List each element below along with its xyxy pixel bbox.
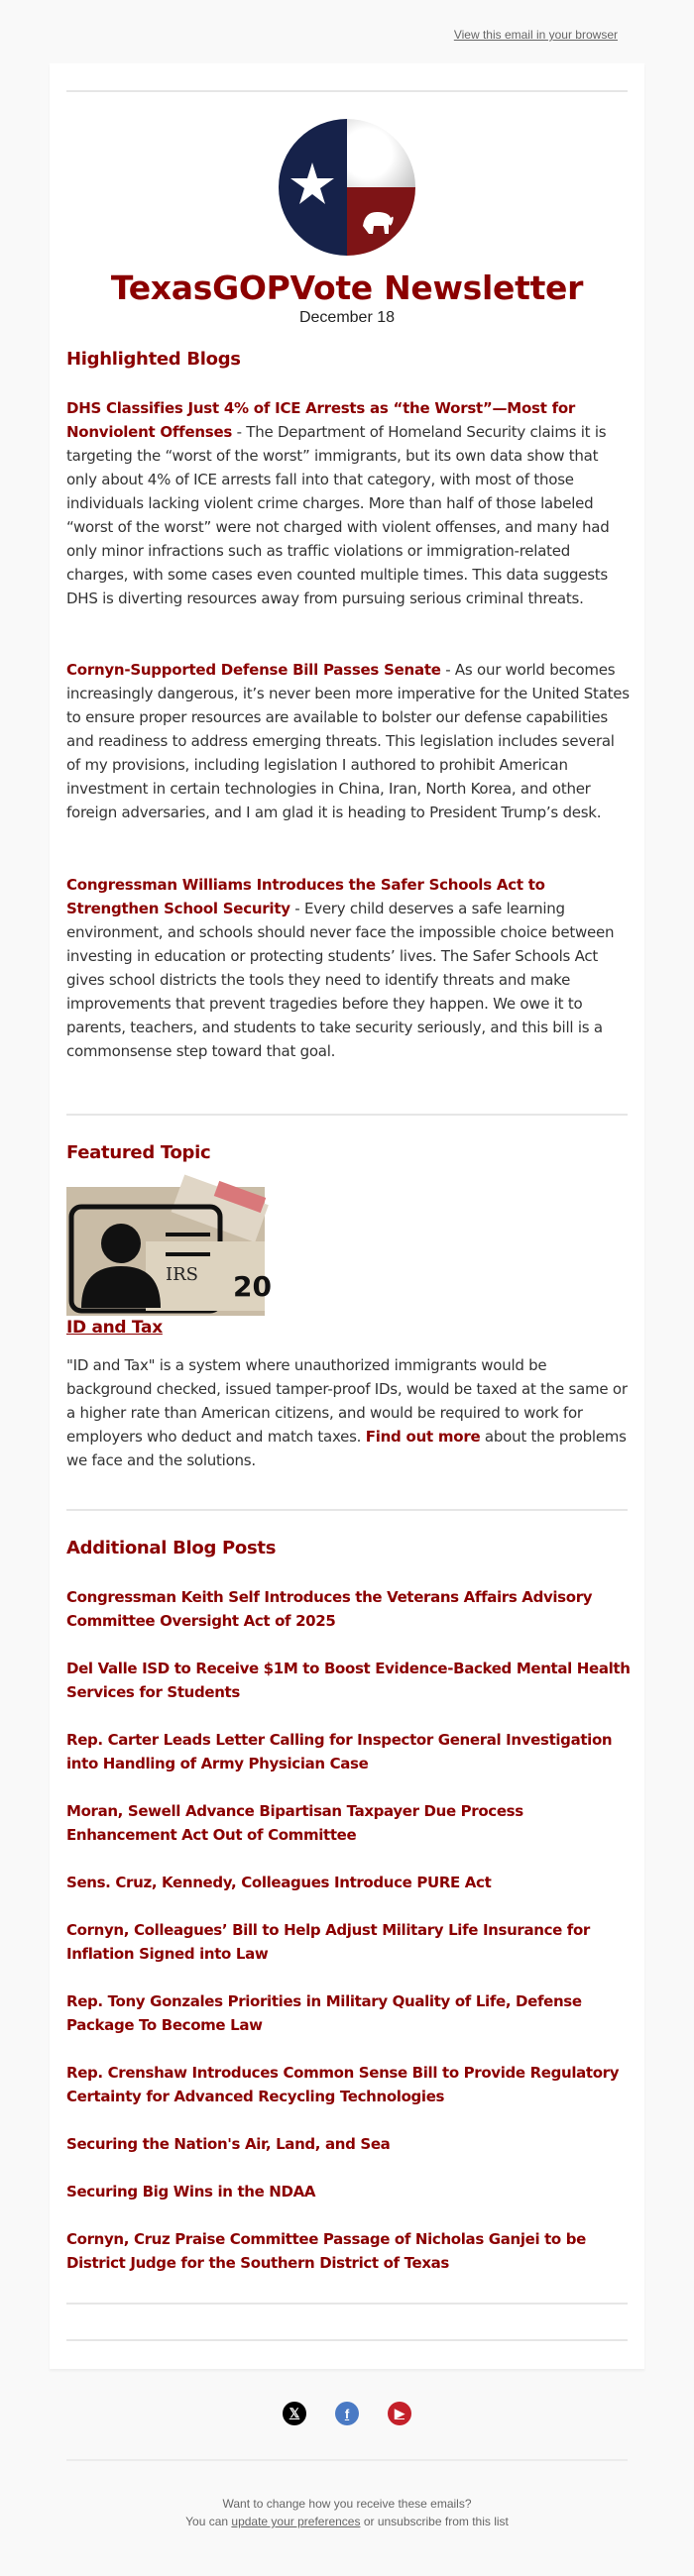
additional-post-link[interactable]: Congressman Keith Self Introduces the Veterans Affairs Advisory Committee Oversight Act of 2025 xyxy=(66,1588,593,1630)
svg-text:20: 20 xyxy=(233,1270,272,1303)
divider xyxy=(66,1114,628,1116)
divider xyxy=(66,2303,628,2305)
facebook-icon[interactable]: f xyxy=(335,2402,359,2425)
footer-prefix: You can xyxy=(185,2515,232,2528)
blog-summary: - As our world becomes increasingly dangerous, it’s never been more imperative for the United States to ensure proper resources are available to bolster our defense capabilities and readiness to address emerging threats. This legislation includes several of my provisions, including legislation I authored to prohibit American investment in certain technologies in China, Iran, North Korea, and other foreign adversaries, and I am glad it is heading to President Trump’s desk. xyxy=(66,661,630,821)
blog-item xyxy=(66,396,632,610)
find-out-more-link[interactable]: Find out more xyxy=(365,1428,481,1446)
blog-summary: - The Department of Homeland Security claims it is targeting the “worst of the worst” immigrants, but its own data show that only about 4% of ICE arrests fall into that category, with most of those individuals lacking violent crime charges. More than half of those labeled “worst of the worst” were not charged with violent offenses, and many had only minor infractions such as traffic violations or immigration-related charges, with some cases even counted multiple times. This data suggests DHS is diverting resources away from pursuing serious criminal threats. xyxy=(66,423,610,607)
footer-or: or xyxy=(360,2515,378,2528)
additional-post-link[interactable]: Del Valle ISD to Receive $1M to Boost Evidence-Backed Mental Health Services for Students xyxy=(66,1660,631,1701)
blog-title-link[interactable]: DHS Classifies Just 4% of ICE Arrests as “the Worst”—Most for Nonviolent Offenses xyxy=(66,399,576,441)
footer-question: Want to change how you receive these emails? xyxy=(222,2497,472,2511)
divider xyxy=(66,1509,628,1511)
blog-title-link[interactable]: Congressman Williams Introduces the Safer Schools Act to Strengthen School Security xyxy=(66,876,545,917)
highlighted-blogs-heading: Highlighted Blogs xyxy=(66,349,241,370)
footer xyxy=(0,2495,694,2530)
blog-title-link[interactable]: Cornyn-Supported Defense Bill Passes Senate xyxy=(66,661,441,679)
blog-summary: - Every child deserves a safe learning environment, and schools should never face the impossible choice between investing in education or protecting students’ lives. The Safer Schools Act gives school districts the tools they need to identify threats and make improvements that prevent tragedies before they happen. We owe it to parents, teachers, and students to take security seriously, and this bill is a commonsense step toward that goal. xyxy=(66,900,615,1060)
featured-body-text-end: about the problems we face and the solutions. xyxy=(66,1428,627,1469)
additional-post-link[interactable]: Moran, Sewell Advance Bipartisan Taxpayer Due Process Enhancement Act Out of Committee xyxy=(66,1802,523,1844)
featured-topic-title-link[interactable]: ID and Tax xyxy=(66,1318,163,1338)
additional-post-link[interactable]: Rep. Carter Leads Letter Calling for Inspector General Investigation into Handling of Army Physician Case xyxy=(66,1731,613,1772)
additional-post-link[interactable]: Cornyn, Cruz Praise Committee Passage of Nicholas Ganjei to be District Judge for the Southern District of Texas xyxy=(66,2230,586,2272)
divider xyxy=(66,90,628,92)
divider xyxy=(66,2339,628,2341)
additional-post-link[interactable]: Securing Big Wins in the NDAA xyxy=(66,2183,316,2200)
youtube-icon[interactable]: ▶ xyxy=(388,2402,411,2425)
update-preferences-link[interactable]: update your preferences xyxy=(231,2515,361,2528)
additional-posts-list xyxy=(66,1585,632,2299)
newsletter-title: TexasGOPVote Newsletter xyxy=(110,268,584,307)
newsletter-card xyxy=(50,63,644,2369)
texasgop-logo xyxy=(279,119,415,256)
svg-text:IRS: IRS xyxy=(166,1264,198,1285)
additional-post-link[interactable]: Cornyn, Colleagues’ Bill to Help Adjust Military Life Insurance for Inflation Signed into Law xyxy=(66,1921,590,1963)
newsletter-date: December 18 xyxy=(298,309,396,326)
blog-item xyxy=(66,658,632,824)
x-icon[interactable]: 𝕏 xyxy=(283,2402,306,2425)
social-links xyxy=(0,2402,694,2425)
additional-post-link[interactable]: Sens. Cruz, Kennedy, Colleagues Introduce PURE Act xyxy=(66,1874,492,1891)
blog-item xyxy=(66,873,632,1063)
unsubscribe-link[interactable]: unsubscribe from this list xyxy=(377,2515,509,2528)
divider xyxy=(66,2459,628,2461)
additional-post-link[interactable]: Securing the Nation's Air, Land, and Sea xyxy=(66,2135,391,2153)
featured-topic-heading: Featured Topic xyxy=(66,1142,211,1163)
additional-post-link[interactable]: Rep. Tony Gonzales Priorities in Military Quality of Life, Defense Package To Become Law xyxy=(66,1992,582,2034)
featured-topic-description xyxy=(66,1353,632,1472)
view-in-browser-link[interactable]: View this email in your browser xyxy=(453,28,618,42)
id-and-tax-image[interactable] xyxy=(66,1187,272,1316)
additional-blog-posts-heading: Additional Blog Posts xyxy=(66,1538,277,1558)
featured-body-text: "ID and Tax" is a system where unauthorized immigrants would be background checked, issued tamper-proof IDs, would be taxed at the same or a higher rate than American citizens, and would be required to work for employers who deduct and match taxes. xyxy=(66,1356,628,1446)
additional-post-link[interactable]: Rep. Crenshaw Introduces Common Sense Bill to Provide Regulatory Certainty for Advanced Recycling Technologies xyxy=(66,2064,620,2105)
